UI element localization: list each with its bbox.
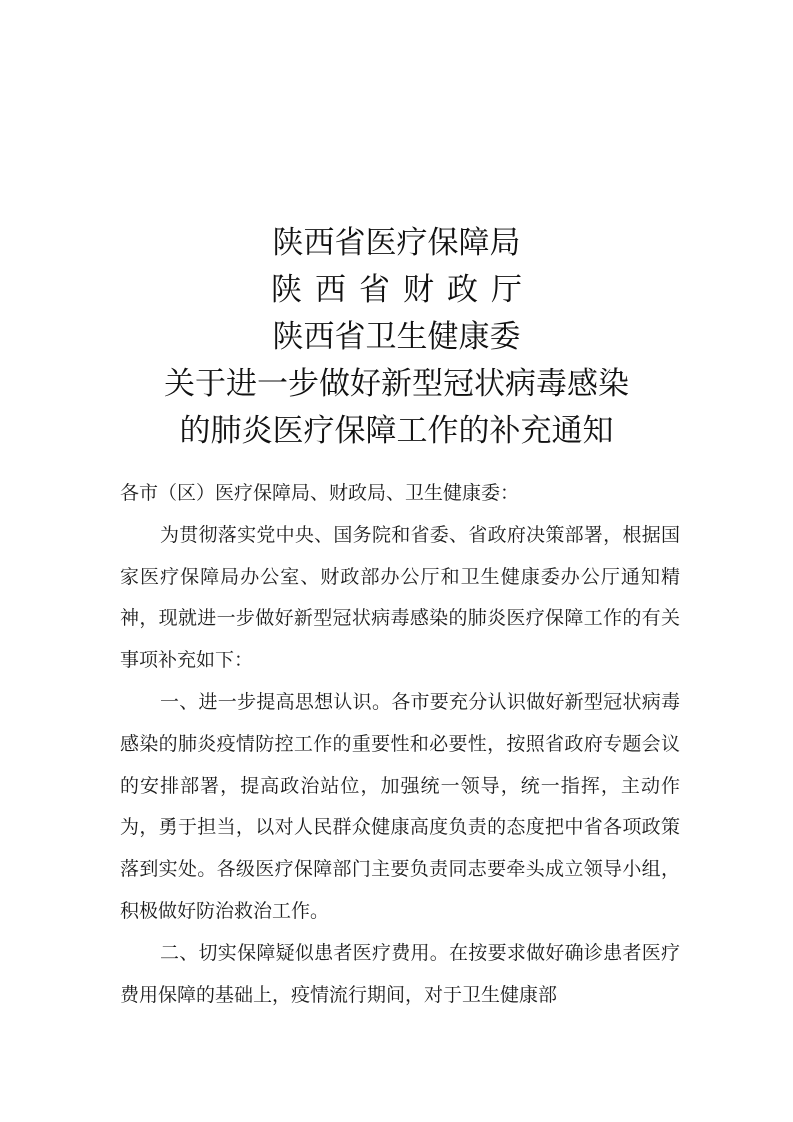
salutation: 各市（区）医疗保障局、财政局、卫生健康委： [120, 482, 520, 504]
document-body [120, 473, 680, 1016]
title-line-issuer-health: 陕西省卫生健康委 [272, 319, 521, 355]
title-line-issuer-finance: 陕西省财政厅 [271, 272, 535, 308]
paragraph-section-1: 一、进一步提高思想认识。各市要充分认识做好新型冠状病毒感染的肺炎疫情防控工作的重要性和必要性，按照省政府专题会议的安排部署，提高政治站位，加强统一领导，统一指挥，主动作为，勇于担当，以对人民群众健康高度负责的态度把中省各项政策落到实处。各级医疗保障部门主要负责同志要牵头成立领导小组，积极做好防治救治工作。 [120, 690, 680, 922]
title-line-subject-2: 的肺炎医疗保障工作的补充通知 [179, 413, 614, 449]
document-title [0, 220, 793, 455]
paragraph-intro: 为贯彻落实党中央、国务院和省委、省政府决策部署，根据国家医疗保障局办公室、财政部办公厅和卫生健康委办公厅通知精神，现就进一步做好新型冠状病毒感染的肺炎医疗保障工作的有关事项补充如下： [120, 523, 680, 672]
title-line-issuer-medical-security: 陕西省医疗保障局 [272, 225, 521, 261]
paragraph-section-2: 二、切实保障疑似患者医疗费用。在按要求做好确诊患者医疗费用保障的基础上，疫情流行期间，对于卫生健康部 [120, 941, 680, 1006]
title-line-subject-1: 关于进一步做好新型冠状病毒感染 [164, 366, 629, 402]
